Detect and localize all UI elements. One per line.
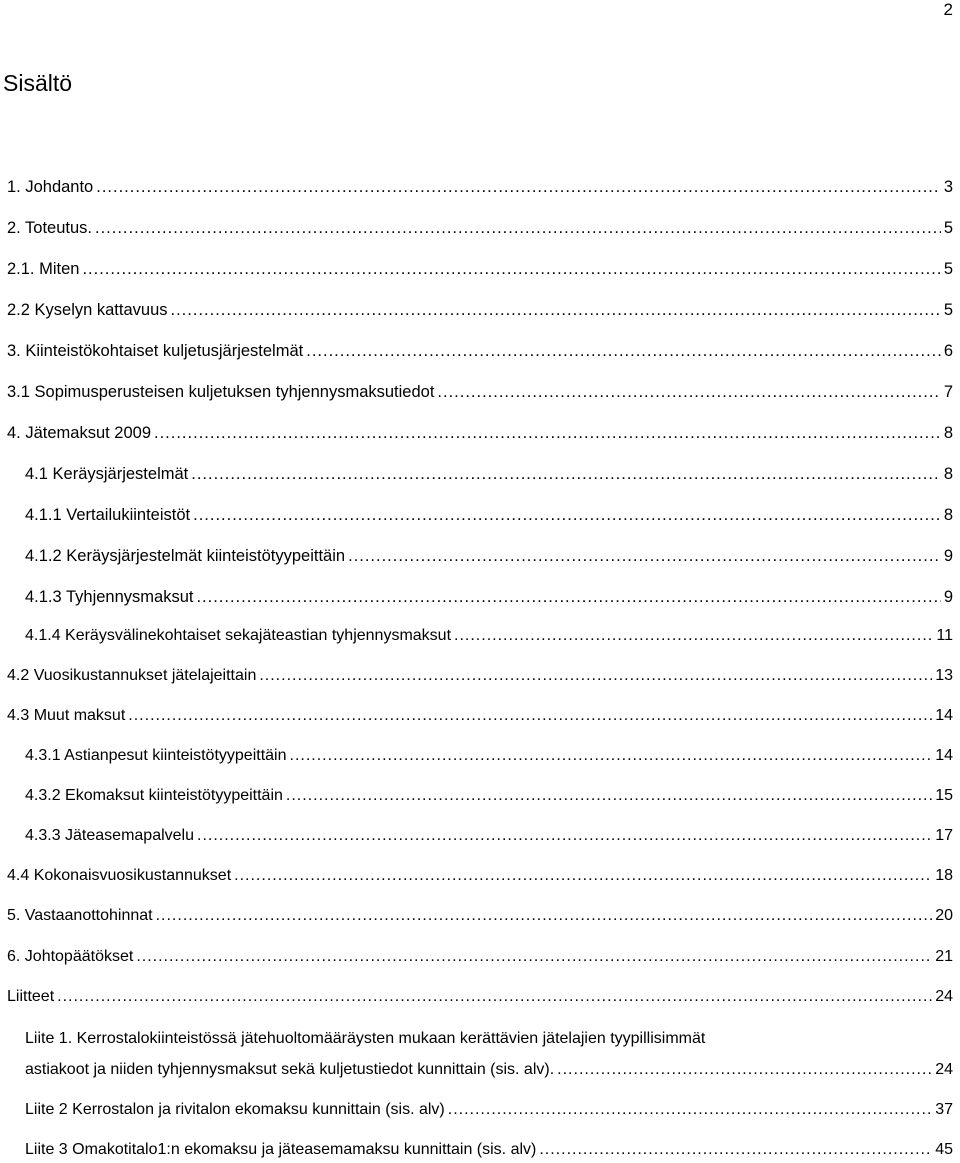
toc-entry[interactable] bbox=[0, 823, 960, 849]
toc-entry-label: 3. Kiinteistökohtaiset kuljetusjärjestelmät bbox=[7, 342, 304, 360]
toc-entry-page: 14 bbox=[935, 747, 953, 764]
toc-entry-page: 8 bbox=[943, 465, 953, 483]
toc-entry-label: 4.1.4 Keräysvälinekohtaiset sekajäteastian tyhjennysmaksut bbox=[25, 627, 452, 644]
toc-entry[interactable] bbox=[0, 1057, 960, 1083]
toc-entry-page: 15 bbox=[935, 787, 953, 804]
toc-entry[interactable] bbox=[0, 584, 960, 610]
toc-entry-label: Liite 3 Omakotitalo1:n ekomaksu ja jäteasemamaksu kunnittain (sis. alv) bbox=[25, 1141, 537, 1158]
toc-entry-page: 20 bbox=[935, 907, 953, 924]
toc-entry-label: astiakoot ja niiden tyhjennysmaksut sekä kuljetustiedot kunnittain (sis. alv). bbox=[25, 1061, 555, 1078]
toc-entry-page: 5 bbox=[943, 219, 953, 237]
toc-entry-label: Liitteet bbox=[7, 988, 55, 1005]
toc-entry-label: 2.2 Kyselyn kattavuus bbox=[7, 301, 168, 319]
toc-entry[interactable] bbox=[0, 215, 960, 241]
toc-entry-page: 37 bbox=[935, 1101, 953, 1118]
toc-entry[interactable] bbox=[0, 1137, 960, 1163]
page-number: 2 bbox=[943, 0, 953, 19]
toc-entry-page: 24 bbox=[935, 1061, 953, 1078]
toc-entry-label: 4.3.2 Ekomaksut kiinteistötyypeittäin bbox=[25, 787, 283, 804]
toc-entry-page: 7 bbox=[943, 383, 953, 401]
toc-entry-label: 4.1.1 Vertailukiinteistöt bbox=[25, 506, 191, 524]
toc-entry-page: 8 bbox=[943, 506, 953, 524]
toc-entry-label: 4.3 Muut maksut bbox=[7, 707, 126, 724]
toc-entry-label: 4.1 Keräysjärjestelmät bbox=[25, 465, 189, 483]
toc-entry-page: 11 bbox=[936, 627, 953, 644]
toc-entry[interactable] bbox=[0, 256, 960, 282]
toc-entry[interactable] bbox=[0, 944, 960, 970]
toc-entry-label: 2. Toteutus. bbox=[7, 219, 93, 237]
toc-entry[interactable] bbox=[0, 903, 960, 929]
toc-entry[interactable] bbox=[0, 623, 960, 649]
toc-entry[interactable] bbox=[0, 984, 960, 1010]
toc-entry-page: 3 bbox=[943, 178, 953, 196]
toc-entry-page: 45 bbox=[935, 1141, 953, 1158]
toc-entry-label: 4.1.2 Keräysjärjestelmät kiinteistötyypeittäin bbox=[25, 547, 346, 565]
toc-entry[interactable] bbox=[0, 379, 960, 405]
toc-entry[interactable] bbox=[0, 502, 960, 528]
toc-entry[interactable] bbox=[0, 420, 960, 446]
toc-entry-label: 4.3.1 Astianpesut kiinteistötyypeittäin bbox=[25, 747, 287, 764]
toc-entry-label: 4.4 Kokonaisvuosikustannukset bbox=[7, 867, 232, 884]
toc-entry-page: 6 bbox=[943, 342, 953, 360]
toc-entry[interactable] bbox=[0, 543, 960, 569]
toc-entry-page: 5 bbox=[943, 301, 953, 319]
toc-entry[interactable] bbox=[0, 663, 960, 689]
toc-entry-label: 6. Johtopäätökset bbox=[7, 948, 134, 965]
toc-entry[interactable] bbox=[0, 461, 960, 487]
toc-entry[interactable] bbox=[0, 1097, 960, 1123]
toc-entry-page: 18 bbox=[935, 867, 953, 884]
toc-entry-label: 4.3.3 Jäteasemapalvelu bbox=[25, 827, 194, 844]
toc-entry-label: 2.1. Miten bbox=[7, 260, 80, 278]
toc-entry-label: Liite 2 Kerrostalon ja rivitalon ekomaksu kunnittain (sis. alv) bbox=[25, 1101, 445, 1118]
toc-entry[interactable] bbox=[0, 783, 960, 809]
toc-entry[interactable] bbox=[0, 297, 960, 323]
toc-entry-page: 5 bbox=[943, 260, 953, 278]
toc-entry-label: 4.2 Vuosikustannukset jätelajeittain bbox=[7, 667, 257, 684]
toc-entry-label: 4.1.3 Tyhjennysmaksut bbox=[25, 588, 194, 606]
toc-entry-page: 9 bbox=[943, 588, 953, 606]
toc-entry-label: 4. Jätemaksut 2009 bbox=[7, 424, 152, 442]
toc-entry-page: 9 bbox=[943, 547, 953, 565]
toc-entry-page: 21 bbox=[935, 948, 953, 965]
toc-entry-page: 13 bbox=[935, 667, 953, 684]
toc-entry-page: 24 bbox=[935, 988, 953, 1005]
toc-entry-label: 1. Johdanto bbox=[7, 178, 94, 196]
toc-entry[interactable] bbox=[0, 174, 960, 200]
toc-entry-label: 5. Vastaanottohinnat bbox=[7, 907, 153, 924]
toc-entry[interactable] bbox=[0, 863, 960, 889]
toc-entry-page: 8 bbox=[943, 424, 953, 442]
toc-entry[interactable] bbox=[0, 703, 960, 729]
toc-entry-page: 14 bbox=[935, 707, 953, 724]
toc-entry[interactable] bbox=[0, 338, 960, 364]
toc-entry-page: 17 bbox=[935, 827, 953, 844]
toc-entry-label: 3.1 Sopimusperusteisen kuljetuksen tyhjennysmaksutiedot bbox=[7, 383, 435, 401]
appendix-1-line-1[interactable]: Liite 1. Kerrostalokiinteistössä jätehuoltomääräysten mukaan kerättävien jätelajien tyypillisimmät bbox=[25, 1030, 706, 1047]
toc-entry[interactable] bbox=[0, 743, 960, 769]
page-title: Sisältö bbox=[3, 70, 73, 96]
